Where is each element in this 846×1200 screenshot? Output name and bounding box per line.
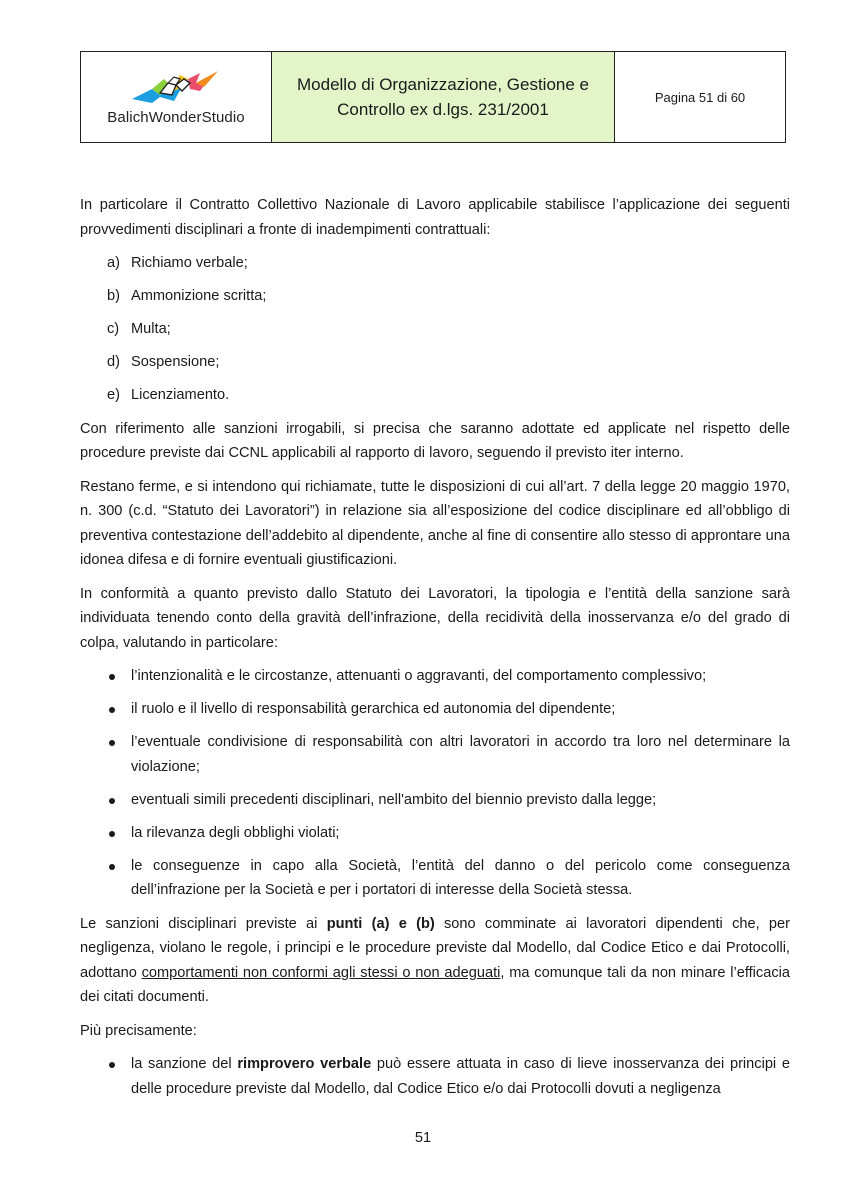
list-item-text: le conseguenze in capo alla Società, l’entità del danno o del pericolo come conseguenza dell’infrazione per la Società e per i portatori di interesse della Società stessa. [131,857,790,898]
list-item [80,350,790,375]
list-item-text: il ruolo e il livello di responsabilità gerarchica ed autonomia del dipendente; [131,701,616,717]
list-item [80,317,790,342]
text-run: Le sanzioni disciplinari previste ai [80,915,327,932]
list-marker: d) [107,354,120,370]
list-marker: b) [107,288,120,304]
company-logo [130,69,222,107]
list-item [80,251,790,276]
logo-cell [81,52,272,142]
list-item-text: Sospensione; [131,354,220,370]
list-item [80,788,790,813]
list-item [80,664,790,689]
text-run: sono comminate ai lavoratori dipendenti che, per negligenza, violano le regole, i principi e le procedure previste dal Modello, dal Codice Etico e dai Protocolli, adottano [80,915,791,981]
bullet-icon [109,674,115,680]
bullet-icon [109,1062,115,1068]
document-header [80,51,786,143]
list-item [80,1052,790,1101]
bold-text: punti (a) e (b) [326,915,435,932]
irrevocable-sanctions-paragraph: Con riferimento alle sanzioni irrogabili, si precisa che saranno adottate ed applicate nel rispetto delle procedure previste dai CCNL applicabili al rapporto di lavoro, seguendo il previsto iter interno. [80,420,790,461]
list-item-text: l’eventuale condivisione di responsabilità con altri lavoratori in accordo tra loro nel determinare la violazione; [131,734,790,775]
list-item [80,821,790,846]
text-run: , ma comunque tali da non minare l’efficacia dei citati documenti. [80,964,790,1005]
bold-text: rimprovero verbale [237,1056,372,1072]
underlined-text: comportamenti non conformi agli stessi o non adeguati [141,964,501,981]
page-number: 51 [414,1130,432,1146]
more-precisely-label: Più precisamente: [80,1022,197,1039]
list-item [80,383,790,408]
list-item-text: Multa; [131,321,171,337]
list-item [80,284,790,309]
intro-paragraph: In particolare il Contratto Collettivo Nazionale di Lavoro applicabile stabilisce l’applicazione dei seguenti provvedimenti disciplinari a fronte di inadempimenti contrattuali: [80,197,790,238]
bullet-icon [109,798,115,804]
sanctions-paragraph [80,912,790,1010]
document-body [80,193,790,1110]
statuto-paragraph: Restano ferme, e si intendono qui richiamate, tutte le disposizioni di cui all’art. 7 della legge 20 maggio 1970, n. 300 (c.d. “Statuto dei Lavoratori”) in relazione sia all’esposizione del codice disciplinare ed all’obbligo di preventiva contestazione dell’addebito al dipendente, anche al fine di consentire allo stesso di approntare una idonea difesa e di fornire eventuali giustificazioni. [80,478,790,568]
bullet-icon [109,831,115,837]
document-title [272,52,615,142]
list-item-text: Richiamo verbale; [131,255,248,271]
list-item-text: la rilevanza degli obblighi violati; [131,824,340,841]
list-item [80,854,790,903]
logo-text: BalichWonderStudio [107,108,245,126]
list-item [80,730,790,779]
measures-list [80,251,790,408]
text-run: la sanzione del [131,1056,238,1072]
list-marker: a) [107,255,120,271]
list-item-text: eventuali simili precedenti disciplinari, nell'ambito del biennio previsto dalla legge; [131,791,657,808]
bullet-icon [109,707,115,713]
text-run: può essere attuata in caso di lieve inosservanza dei principi e delle procedure previste dal Modello, dal Codice Etico e/o dai Protocolli dovuti a negligenza [131,1056,790,1097]
page-indicator: Pagina 51 di 60 [654,89,746,105]
title-line-2: Controllo ex d.lgs. 231/2001 [337,100,549,119]
list-item-text: Ammonizione scritta; [131,288,267,304]
bullet-icon [109,864,115,870]
bullet-icon [109,740,115,746]
sanction-detail-list [80,1052,790,1101]
title-line-1: Modello di Organizzazione, Gestione e [297,75,589,94]
list-marker: e) [107,387,120,403]
conformity-paragraph: In conformità a quanto previsto dallo Statuto dei Lavoratori, la tipologia e l’entità della sanzione sarà individuata tenendo conto della gravità dell’infrazione, della recidività della inosservanza e/o del grado di colpa, valutando in particolare: [80,585,790,651]
criteria-list [80,664,790,903]
list-marker: c) [107,321,120,337]
list-item-text: l’intenzionalità e le circostanze, attenuanti o aggravanti, del comportamento complessivo; [131,668,707,684]
list-item [80,697,790,722]
list-item-text: Licenziamento. [131,387,230,403]
